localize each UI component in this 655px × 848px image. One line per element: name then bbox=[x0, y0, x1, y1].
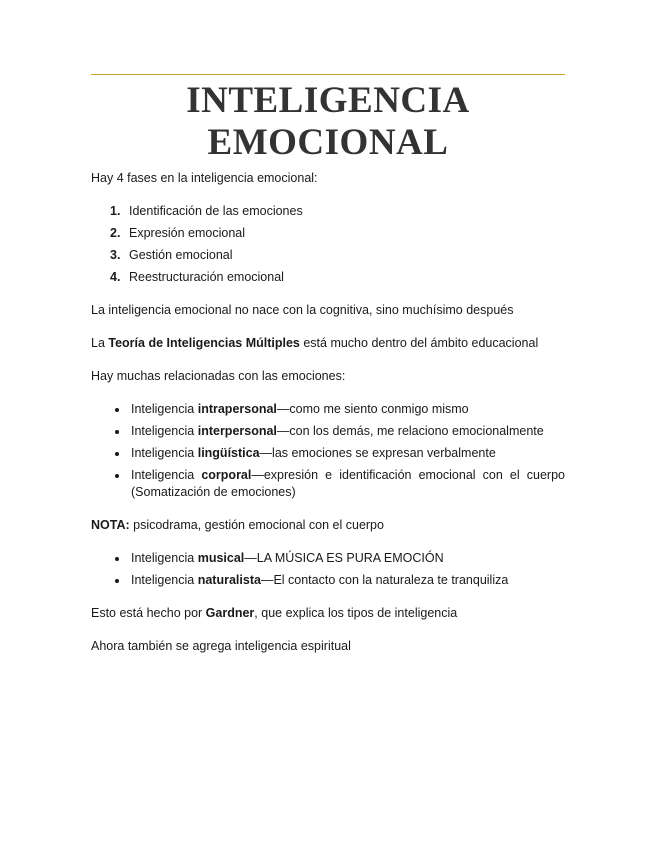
text-run: Esto está hecho por bbox=[91, 606, 206, 620]
bold-run: naturalista bbox=[197, 573, 261, 587]
title-line-2: EMOCIONAL bbox=[207, 122, 449, 163]
tipo-item bbox=[129, 401, 565, 418]
fase-item bbox=[129, 225, 565, 242]
fase-item bbox=[129, 269, 565, 286]
text-run: —LA MÚSICA ES PURA EMOCIÓN bbox=[244, 551, 444, 565]
bold-run: Teoría de Inteligencias Múltiples bbox=[108, 336, 300, 350]
tipo-item bbox=[129, 572, 565, 589]
bold-run: intrapersonal bbox=[197, 402, 277, 416]
text-run: psicodrama, gestión emocional con el cuerpo bbox=[129, 518, 384, 532]
fase-item bbox=[129, 203, 565, 220]
paragraph-gardner bbox=[91, 605, 565, 622]
text-run: —como me siento conmigo mismo bbox=[276, 402, 469, 416]
text-run: Inteligencia bbox=[131, 573, 198, 587]
tipo-item bbox=[129, 423, 565, 440]
text-run: La bbox=[91, 336, 109, 350]
tipos-list-1 bbox=[91, 401, 565, 501]
text-run: Inteligencia bbox=[131, 402, 198, 416]
fase-text: Reestructuración emocional bbox=[129, 270, 284, 284]
bold-run: interpersonal bbox=[197, 424, 277, 438]
text-run: está mucho dentro del ámbito educacional bbox=[299, 336, 539, 350]
text-run: Inteligencia bbox=[131, 424, 198, 438]
text-run: Inteligencia bbox=[131, 446, 198, 460]
fases-list bbox=[91, 203, 565, 286]
text-run: —con los demás, me relaciono emocionalmente bbox=[276, 424, 544, 438]
fase-text: Expresión emocional bbox=[129, 226, 246, 240]
fase-text: Identificación de las emociones bbox=[129, 204, 303, 218]
text-run: Inteligencia bbox=[131, 551, 198, 565]
text-run: —las emociones se expresan verbalmente bbox=[259, 446, 496, 460]
bold-run: corporal bbox=[201, 468, 252, 482]
bold-run: NOTA: bbox=[91, 518, 130, 532]
text-run: Inteligencia bbox=[131, 468, 202, 482]
bold-run: Gardner bbox=[205, 606, 255, 620]
intro-paragraph: Hay 4 fases en la inteligencia emocional: bbox=[91, 171, 318, 185]
document-body bbox=[91, 170, 565, 671]
text-run: —El contacto con la naturaleza te tranquiliza bbox=[260, 573, 509, 587]
tipos-list-2 bbox=[91, 550, 565, 589]
paragraph-teoria bbox=[91, 335, 565, 352]
text-run: —expresión e identificación emocional con el cuerpo (Somatización de emociones) bbox=[131, 468, 565, 499]
tipo-item bbox=[129, 445, 565, 462]
title-line-1: INTELIGENCIA bbox=[186, 80, 470, 121]
bold-run: lingüística bbox=[197, 446, 260, 460]
bold-run: musical bbox=[197, 551, 245, 565]
paragraph-relacionadas: Hay muchas relacionadas con las emociones: bbox=[91, 369, 346, 383]
fase-text: Gestión emocional bbox=[129, 248, 233, 262]
fase-item bbox=[129, 247, 565, 264]
tipo-item bbox=[129, 467, 565, 501]
page-title bbox=[91, 80, 565, 164]
tipo-item bbox=[129, 550, 565, 567]
text-run: , que explica los tipos de inteligencia bbox=[254, 606, 458, 620]
nota-paragraph bbox=[91, 517, 565, 534]
paragraph-espiritual: Ahora también se agrega inteligencia espiritual bbox=[91, 639, 351, 653]
header-rule bbox=[91, 74, 565, 75]
paragraph-cognitiva: La inteligencia emocional no nace con la cognitiva, sino muchísimo después bbox=[91, 303, 514, 317]
